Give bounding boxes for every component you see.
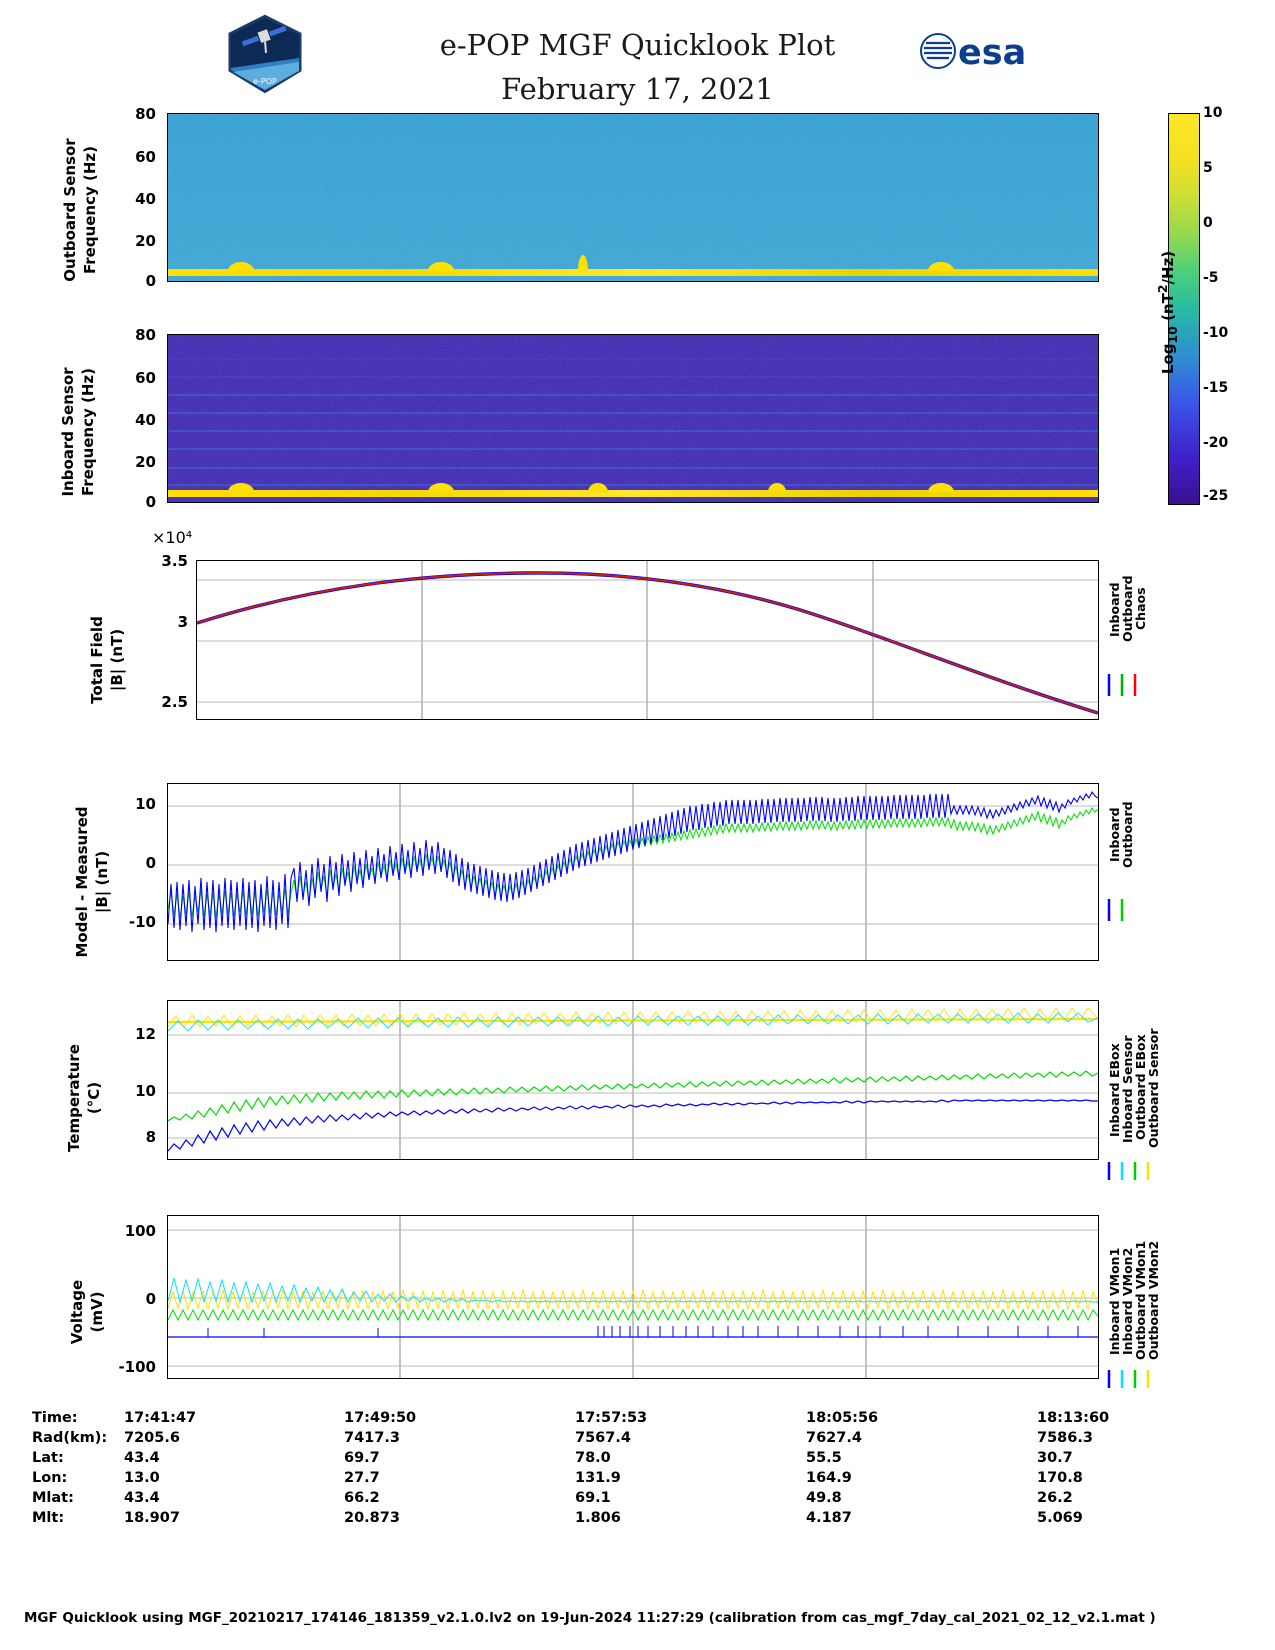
footer-note: MGF Quicklook using MGF_20210217_174146_181359_v2.1.0.lv2 on 19-Jun-2024 11:27:29 (calibration from cas_mgf_7day_cal_2021_02_12_v2.1.mat ) [24, 1610, 1156, 1626]
legend-item-inboard: Inboard [1107, 582, 1122, 637]
row-label: Lon: [32, 1470, 68, 1486]
cell: 131.9 [575, 1470, 621, 1486]
page-subtitle: February 17, 2021 [501, 72, 774, 106]
page-title: e-POP MGF Quicklook Plot [439, 28, 836, 62]
colorbar-tick: -20 [1203, 435, 1229, 451]
y-tick: 40 [135, 190, 156, 208]
cell: 17:41:47 [124, 1410, 197, 1426]
model-measured-panel [167, 783, 1099, 961]
cell: 170.8 [1037, 1470, 1083, 1486]
inboard-spectrogram-ylabel: Inboard Sensor Frequency (Hz) [59, 367, 97, 497]
esa-logo-icon [920, 28, 1045, 74]
cell: 4.187 [806, 1510, 852, 1526]
y-tick: 12 [135, 1025, 156, 1043]
cell: 18:05:56 [806, 1410, 879, 1426]
total-field-legend-swatches [1104, 672, 1144, 698]
legend-item-outboard: Outboard [1120, 801, 1135, 868]
table-row [32, 1448, 1109, 1468]
voltage-panel [167, 1215, 1099, 1379]
svg-text:esa: esa [958, 33, 1027, 73]
y-tick: 0 [145, 493, 156, 511]
legend-item-inboard-sensor-temp: Inboard Sensor [1120, 1035, 1135, 1143]
y-tick: 10 [135, 1082, 156, 1100]
total-field-panel [196, 560, 1099, 720]
legend-item-inboard-ebox-temp: Inboard EBox [1107, 1043, 1122, 1137]
table-row [32, 1408, 1109, 1428]
cell: 20.873 [344, 1510, 400, 1526]
y-tick: 8 [145, 1128, 156, 1146]
model-measured-legend-swatches [1104, 897, 1134, 923]
cell: 7205.6 [124, 1430, 180, 1446]
legend-item-inboard-vmon2: Inboard VMon2 [1120, 1247, 1135, 1355]
cell: 7417.3 [344, 1430, 400, 1446]
cell: 43.4 [124, 1490, 160, 1506]
table-row [32, 1488, 1109, 1508]
voltage-legend-swatches [1104, 1368, 1154, 1390]
legend-item-chaos: Chaos [1133, 587, 1148, 630]
y-tick: 0 [145, 272, 156, 290]
colorbar-tick: 5 [1203, 160, 1213, 176]
temperature-ylabel: Temperature (°C) [65, 1044, 103, 1152]
cell: 55.5 [806, 1450, 842, 1466]
cell: 69.1 [575, 1490, 611, 1506]
cell: 69.7 [344, 1450, 380, 1466]
temperature-panel [167, 1000, 1099, 1160]
svg-text:e-POP: e-POP [253, 77, 277, 86]
legend-item-outboard-vmon1: Outboard VMon1 [1133, 1240, 1148, 1360]
model-measured-ylabel: Model - Measured |B| (nT) [73, 806, 111, 958]
cell: 66.2 [344, 1490, 380, 1506]
y-tick: 20 [135, 232, 156, 250]
colorbar-tick: -25 [1203, 488, 1229, 504]
temperature-legend-swatches [1104, 1160, 1154, 1182]
outboard-spectrogram-image [168, 114, 1098, 281]
inboard-spectrogram-panel [167, 334, 1099, 503]
row-label: Rad(km): [32, 1430, 108, 1446]
table-row [32, 1428, 1109, 1448]
legend-item-inboard: Inboard [1107, 807, 1122, 862]
row-label: Time: [32, 1410, 78, 1426]
cell: 5.069 [1037, 1510, 1083, 1526]
cell: 26.2 [1037, 1490, 1073, 1506]
inboard-spectrogram-image [168, 335, 1098, 502]
cell: 43.4 [124, 1450, 160, 1466]
total-field-ylabel: Total Field |B| (nT) [88, 616, 126, 704]
cell: 13.0 [124, 1470, 160, 1486]
colorbar-tick: -15 [1203, 380, 1229, 396]
y-tick: 2.5 [161, 693, 188, 711]
cell: 17:49:50 [344, 1410, 417, 1426]
outboard-spectrogram-ylabel: Outboard Sensor Frequency (Hz) [61, 138, 99, 282]
cell: 17:57:53 [575, 1410, 648, 1426]
cell: 164.9 [806, 1470, 852, 1486]
table-row [32, 1468, 1109, 1488]
y-tick: -10 [128, 913, 156, 931]
cell: 18.907 [124, 1510, 180, 1526]
legend-item-inboard-vmon1: Inboard VMon1 [1107, 1247, 1122, 1355]
y-tick: 40 [135, 411, 156, 429]
y-tick: -100 [118, 1358, 156, 1376]
voltage-ylabel: Voltage (mV) [68, 1279, 106, 1345]
cell: 49.8 [806, 1490, 842, 1506]
legend-item-outboard-ebox-temp: Outboard EBox [1133, 1034, 1148, 1140]
legend-item-outboard-sensor-temp: Outboard Sensor [1146, 1028, 1161, 1148]
y-tick: 3.5 [161, 552, 188, 570]
outboard-spectrogram-panel [167, 113, 1099, 282]
y-tick: 100 [124, 1222, 156, 1240]
cell: 27.7 [344, 1470, 380, 1486]
colorbar-tick: -5 [1203, 270, 1219, 286]
legend-item-outboard-vmon2: Outboard VMon2 [1146, 1240, 1161, 1360]
colorbar-tick: 0 [1203, 215, 1213, 231]
cell: 18:13:60 [1037, 1410, 1110, 1426]
row-label: Lat: [32, 1450, 64, 1466]
colorbar-tick: 10 [1203, 105, 1223, 121]
cell: 30.7 [1037, 1450, 1073, 1466]
y-tick: 60 [135, 148, 156, 166]
row-label: Mlat: [32, 1490, 74, 1506]
table-row [32, 1508, 1109, 1528]
cell: 7567.4 [575, 1430, 631, 1446]
cell: 7586.3 [1037, 1430, 1093, 1446]
cell: 78.0 [575, 1450, 611, 1466]
y-tick: 0 [145, 854, 156, 872]
cell: 1.806 [575, 1510, 621, 1526]
ephemeris-table [32, 1408, 1109, 1528]
legend-item-outboard: Outboard [1120, 575, 1135, 642]
total-field-axis-exponent: ×10⁴ [152, 528, 193, 547]
colorbar-label: Log$_{10}$ $(nT^2/Hz)$ [1155, 250, 1181, 375]
colorbar-tick: -10 [1203, 325, 1229, 341]
cell: 7627.4 [806, 1430, 862, 1446]
y-tick: 60 [135, 369, 156, 387]
y-tick: 10 [135, 795, 156, 813]
row-label: Mlt: [32, 1510, 65, 1526]
y-tick: 3 [177, 613, 188, 631]
y-tick: 20 [135, 453, 156, 471]
y-tick: 80 [135, 326, 156, 344]
y-tick: 80 [135, 105, 156, 123]
y-tick: 0 [145, 1290, 156, 1308]
